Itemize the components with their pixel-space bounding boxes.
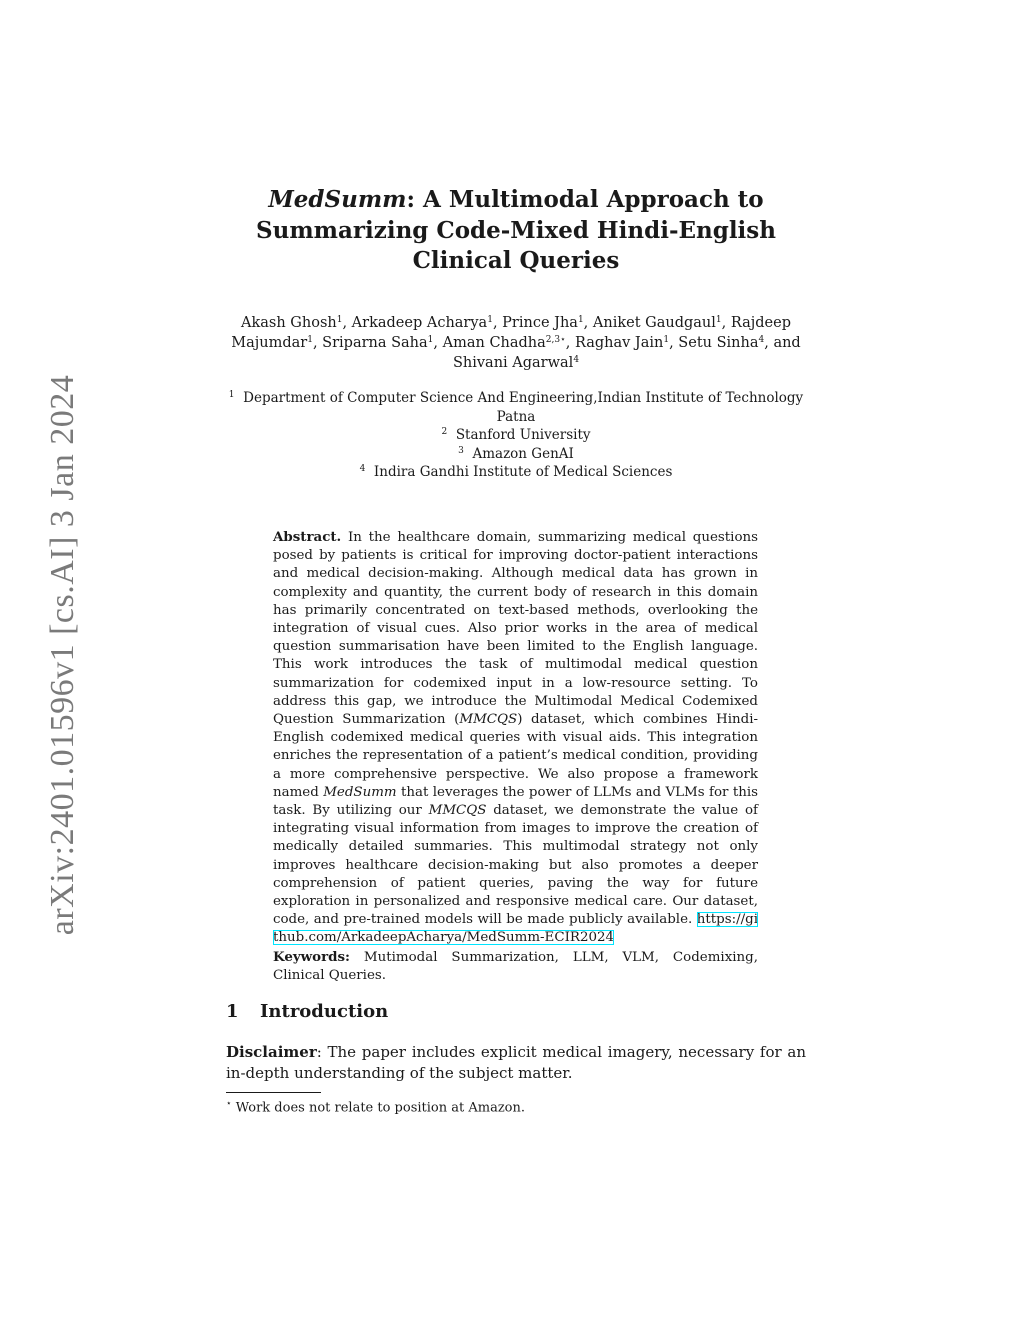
author: , Arkadeep Acharya [342, 315, 488, 331]
abstract-body [273, 528, 758, 948]
disclaimer-heading: Disclaimer [226, 1043, 317, 1061]
github-link[interactable]: https://github.com/ArkadeepAcharya/MedSumm-ECIR2024 [273, 912, 758, 946]
affiliation-text: Department of Computer Science And Engineering,Indian Institute of Technology Patna [243, 390, 804, 425]
arxiv-stamp: arXiv:2401.01596v1 [cs.AI] 3 Jan 2024 [44, 374, 81, 936]
framework-name: MedSumm [323, 784, 397, 800]
disclaimer-text: : The paper includes explicit medical imagery, necessary for an in-depth understanding of the subject matter. [226, 1043, 806, 1082]
author-affil-mark: 1 [307, 335, 313, 345]
author-affil-mark: 1 [427, 335, 434, 345]
author: , and Shivani Agarwal [452, 335, 801, 371]
affiliation-number: 3 [458, 445, 464, 456]
author: Akash Ghosh [241, 315, 337, 331]
author: , Raghav Jain [565, 335, 664, 351]
author: , Sriparna Saha [312, 335, 428, 351]
affiliation [226, 426, 806, 445]
keywords-text: Mutimodal Summarization, LLM, VLM, Codemixing, Clinical Queries. [273, 949, 758, 983]
affiliation-list [226, 389, 806, 482]
keywords-heading: Keywords: [273, 948, 351, 965]
affiliation-text: Amazon GenAI [472, 445, 574, 462]
affiliation [226, 445, 806, 464]
title-system-name: MedSumm [268, 186, 407, 213]
author: , Aman Chadha [433, 335, 546, 351]
footnote-rule [226, 1092, 321, 1093]
dataset-name: MMCQS [428, 803, 487, 819]
author-affil-mark: 4 [758, 335, 765, 345]
section-heading [226, 1001, 388, 1022]
abstract-heading: Abstract. [273, 529, 342, 545]
disclaimer-paragraph [226, 1042, 806, 1084]
abstract-text: that leverages the power of LLMs and VLMs for this task. By utilizing our [273, 784, 758, 819]
footnote-text: Work does not relate to position at Amazon. [231, 1100, 525, 1116]
affiliation-text: Stanford University [455, 427, 591, 443]
author-affil-mark: 1 [663, 335, 670, 345]
affiliation-number: 4 [359, 464, 366, 474]
title-rest: : A Multimodal Approach to Summarizing Code-Mixed Hindi-English Clinical Queries [256, 186, 776, 274]
section-number: 1 [226, 1001, 239, 1022]
author-list [226, 313, 806, 373]
author: , Setu Sinha [669, 335, 759, 351]
affiliation [226, 389, 806, 426]
keywords [273, 948, 758, 985]
abstract-text: In the healthcare domain, summarizing medical questions posed by patients is critical for improving doctor-patient interactions and medical decision-making. Although medical data has grown in complexity and quantity, the current body of research in this domain has primarily concentrated on text-based methods, overlooking the integration of visual cues. Also prior works in the area of medical question summarisation have been limited to the English language. This work introduces the task of multimodal medical question summarization for codemixed input in a low-resource setting. To address this gap, we introduce the Multimodal Medical Codemixed Question Summarization ( [273, 530, 758, 728]
footnote-mark: ⋆ [226, 1099, 232, 1109]
affiliation-number: 1 [228, 390, 235, 400]
affiliation [226, 463, 806, 482]
author-affil-mark: 1 [577, 315, 584, 325]
paper-title [226, 185, 806, 277]
abstract-text: ) dataset, which combines Hindi-English codemixed medical queries with visual aids. This integration enriches the representation of a patient’s medical condition, providing a more comprehensive perspective. We also propose a framework named [273, 712, 759, 800]
author-affil-mark: 4 [573, 355, 580, 365]
author-affil-mark: 2,3⋆ [545, 335, 566, 345]
author: , Prince Jha [492, 315, 578, 331]
abstract [273, 528, 758, 985]
author-affil-mark: 1 [715, 315, 722, 325]
author: , Aniket Gaudgaul [583, 315, 716, 331]
author-affil-mark: 1 [487, 315, 493, 325]
dataset-name: MMCQS [459, 712, 518, 728]
author: , Rajdeep Majumdar [231, 315, 791, 351]
abstract-text: dataset, we demonstrate the value of integrating visual information from images to improve the creation of medically detailed summaries. This multimodal strategy not only improves healthcare decision-making but also promotes a deeper comprehension of patient queries, paving the way for future exploration in personalized and responsive medical care. Our dataset, code, and pre-trained models will be made publicly available. [273, 803, 758, 928]
section-title: Introduction [260, 1001, 389, 1022]
author-affil-mark: 1 [336, 315, 343, 325]
affiliation-number: 2 [441, 427, 448, 437]
footnote [226, 1095, 525, 1117]
affiliation-text: Indira Gandhi Institute of Medical Sciences [373, 464, 673, 480]
